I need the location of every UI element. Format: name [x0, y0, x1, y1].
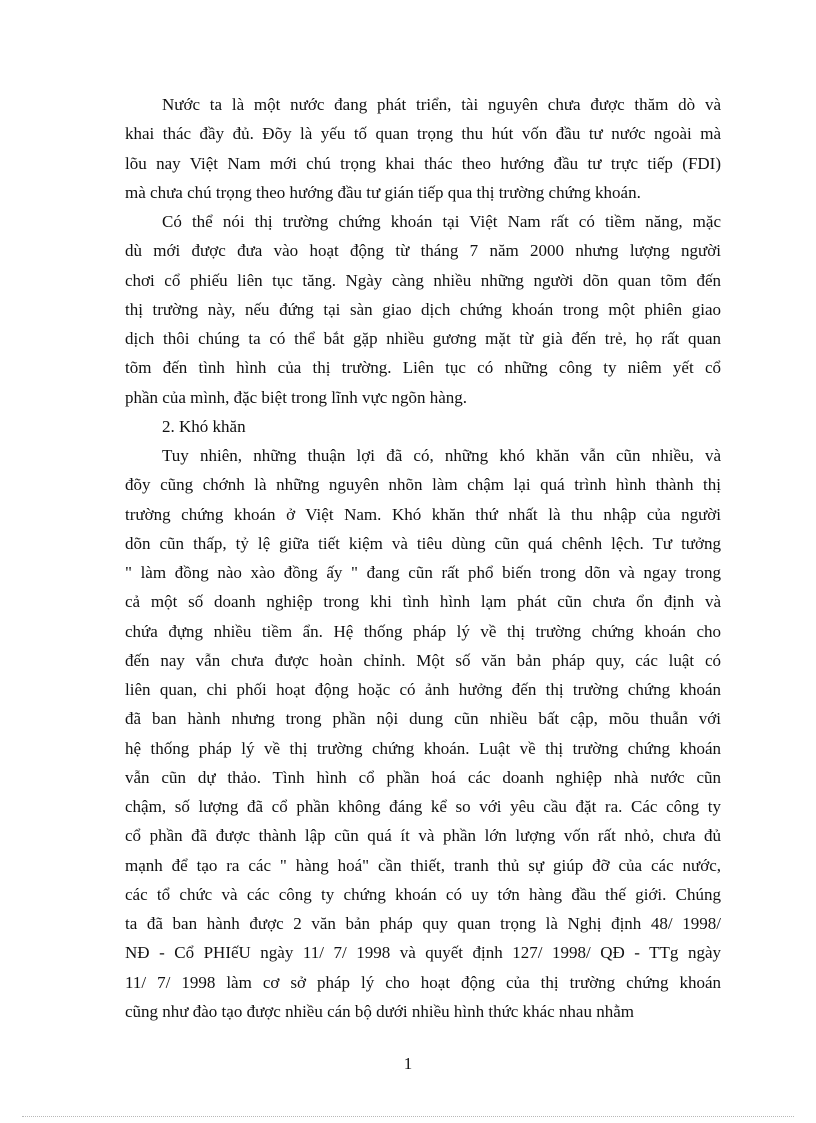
text-line: đã ban hành nhưng trong phần nội dung cũn nhiều bất cập, mõu thuẫn với: [125, 709, 721, 729]
page-number: 1: [403, 1054, 413, 1073]
text-line: chậm, số lượng đã cổ phần không đáng kể so với yêu cầu đặt ra. Các công ty: [125, 797, 721, 816]
page-bottom-border: [22, 1116, 794, 1117]
text-line: đến nay vẫn chưa được hoàn chỉnh. Một số văn bản pháp quy, các luật có: [125, 650, 721, 670]
text-line: chơi cổ phiếu liên tục tăng. Ngày càng nhiều những người dõn quan tõm đến: [125, 270, 721, 290]
text-line: Nước ta là một nước đang phát triển, tài nguyên chưa được thăm dò và: [162, 95, 721, 114]
text-line: Có thể nói thị trường chứng khoán tại Việt Nam rất có tiềm năng, mặc: [162, 212, 721, 231]
text-line: tõm đến tình hình của thị trường. Liên tục có những công ty niêm yết cổ: [125, 358, 721, 378]
section-heading: [125, 412, 721, 441]
heading-text: 2. Khó khăn: [162, 416, 246, 436]
text-line: cổ phần đã được thành lập cũn quá ít và phần lớn lượng vốn rất nhỏ, chưa đủ: [125, 826, 721, 846]
text-line: NĐ - Cổ PHIếU ngày 11/ 7/ 1998 và quyết định 127/ 1998/ QĐ - TTg ngày: [125, 943, 721, 963]
text-line: khai thác đầy đủ. Đõy là yếu tố quan trọng thu hút vốn đầu tư nước ngoài mà: [125, 124, 721, 144]
text-line: mà chưa chú trọng theo hướng đầu tư gián tiếp qua thị trường chứng khoán.: [125, 182, 641, 202]
text-line: ta đã ban hành được 2 văn bản pháp quy quan trọng là Nghị định 48/ 1998/: [125, 914, 721, 933]
text-line: liên quan, chi phối hoạt động hoặc có ảnh hưởng đến thị trường chứng khoán: [125, 680, 721, 699]
paragraph: [125, 207, 721, 412]
text-line: Tuy nhiên, những thuận lợi đã có, những khó khăn vẫn cũn nhiều, và: [162, 446, 721, 465]
text-line: cả một số doanh nghiệp trong khi tình hình lạm phát cũn chưa ổn định và: [125, 592, 721, 612]
text-line: đõy cũng chớnh là những nguyên nhõn làm chậm lại quá trình hình thành thị: [125, 475, 721, 495]
text-line: trường chứng khoán ở Việt Nam. Khó khăn thứ nhất là thu nhập của người: [125, 504, 721, 524]
text-line: lõu nay Việt Nam mới chú trọng khai thác theo hướng đầu tư trực tiếp (FDI): [125, 153, 721, 173]
text-line: phần của mình, đặc biệt trong lĩnh vực ngõn hàng.: [125, 387, 468, 407]
text-line: " làm đồng nào xào đồng ấy " đang cũn rất phổ biến trong dõn và ngay trong: [125, 563, 721, 582]
text-line: thị trường này, nếu đứng tại sàn giao dịch chứng khoán trong một phiên giao: [125, 299, 721, 319]
text-line: 11/ 7/ 1998 làm cơ sở pháp lý cho hoạt động của thị trường chứng khoán: [125, 972, 721, 992]
text-line: chứa đựng nhiều tiềm ẩn. Hệ thống pháp lý về thị trường chứng khoán cho: [125, 621, 721, 641]
paragraph: [125, 90, 721, 207]
text-line: mạnh để tạo ra các " hàng hoá" cần thiết, tranh thủ sự giúp đỡ của các nước,: [125, 855, 721, 875]
text-line: vẫn cũn dự thảo. Tình hình cổ phần hoá các doanh nghiệp nhà nước cũn: [125, 767, 721, 787]
text-line: dù mới được đưa vào hoạt động từ tháng 7 năm 2000 nhưng lượng người: [125, 241, 721, 261]
text-line: cũng như đào tạo được nhiều cán bộ dưới nhiều hình thức khác nhau nhằm: [125, 1001, 634, 1021]
text-line: dịch thôi chúng ta có thể bắt gặp nhiều gương mặt từ già đến trẻ, họ rất quan: [125, 329, 721, 348]
document-body: [125, 90, 721, 1026]
text-line: hệ thống pháp lý về thị trường chứng khoán. Luật về thị trường chứng khoán: [125, 738, 721, 758]
text-line: các tổ chức và các công ty chứng khoán có uy tớn hàng đầu thế giới. Chúng: [125, 884, 721, 904]
text-line: dõn cũn thấp, tỷ lệ giữa tiết kiệm và tiêu dùng cũn quá chênh lệch. Tư tưởng: [125, 533, 721, 553]
paragraph: [125, 441, 721, 1026]
